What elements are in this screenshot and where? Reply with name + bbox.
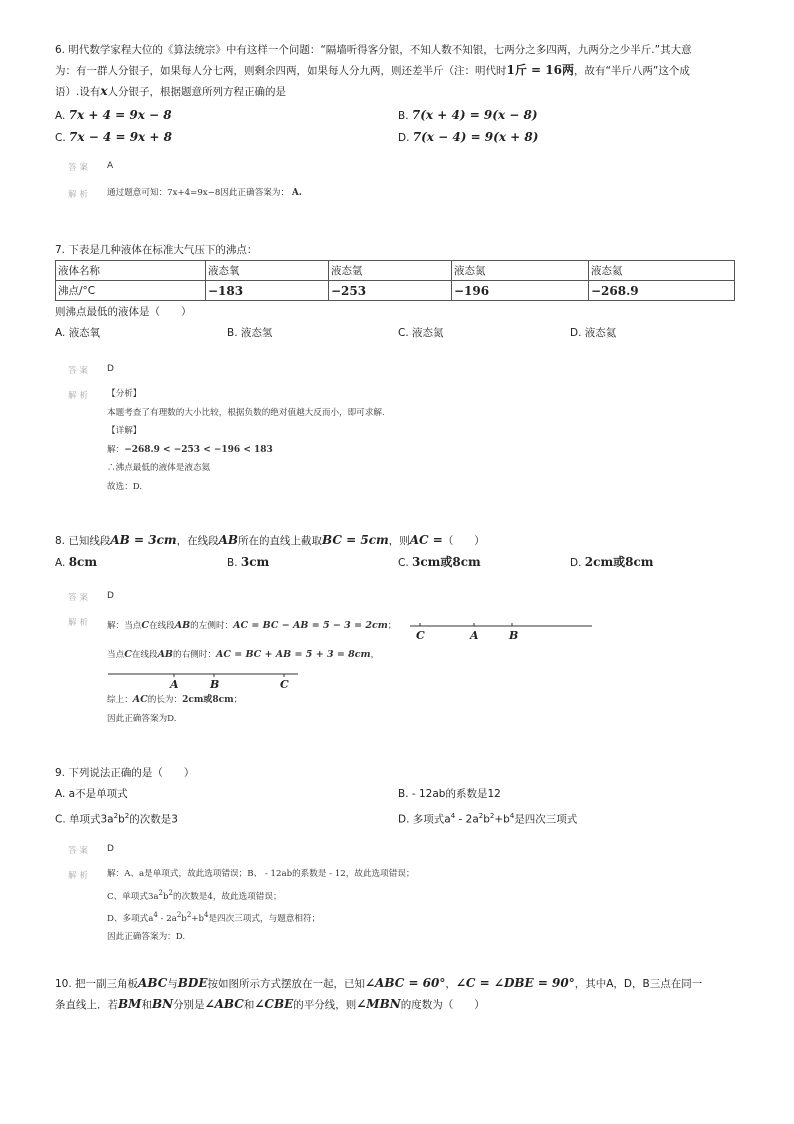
point-c-label: C <box>280 678 289 690</box>
q9-option-c[interactable]: C. 单项式$3a^2b^2$的次数是3 <box>55 812 178 826</box>
q7-analysis: 【分析】 本题考查了有理数的大小比较，根据负数的绝对值越大反而小，即可求解. 【详解】 解：−268.9 < −253 < −196 < 183 ∴沸点最低的液体是液态氦 故选：D. <box>107 389 385 492</box>
q9-option-a[interactable]: A. a不是单项式 <box>55 788 128 800</box>
q6-option-a[interactable]: A. 7x + 4 = 9x − 8 <box>55 108 172 122</box>
q8-analysis-label: 解析 <box>68 618 92 628</box>
q9-options-row1 <box>55 783 745 805</box>
q7-option-b[interactable]: B. 液态氢 <box>227 327 273 339</box>
table-cell: 液态氮 <box>452 261 589 281</box>
q6-analysis: 通过题意可知：7x+4=9x−8因此正确答案为： A. <box>107 188 302 198</box>
question-8 <box>55 530 745 573</box>
q8-option-a[interactable]: A. 8cm <box>55 555 98 569</box>
q7-analysis-label: 解析 <box>68 391 92 401</box>
q6-option-c[interactable]: C. 7x − 4 = 9x + 8 <box>55 130 172 144</box>
q7-stem: 7. 下表是几种液体在标准大气压下的沸点： <box>55 244 258 256</box>
table-cell: 液态氧 <box>206 261 329 281</box>
table-cell: 液体名称 <box>56 261 206 281</box>
table-cell: −196 <box>452 281 589 301</box>
q8-answer-label: 答案 <box>68 593 92 603</box>
q8-analysis-summary: 综上：AC的长为：2cm或8cm； 因此正确答案为D. <box>107 694 243 724</box>
q9-answer: D <box>107 844 114 854</box>
q8-option-b[interactable]: B. 3cm <box>227 555 270 569</box>
q7-question: 则沸点最低的液体是（ ） <box>55 306 192 318</box>
point-b-label: B <box>210 678 220 690</box>
question-6 <box>55 40 745 148</box>
q8-diagram-right-case <box>106 668 302 693</box>
table-header-row <box>56 261 735 281</box>
q10-stem: 10. 把一副三角板ABC与BDE按如图所示方式摆放在一起，已知∠ABC = 60°，∠C = ∠DBE = 90°，其中A，D，B三点在同一 条直线上．若BM和BN分别是∠ABC和∠CBE的平分线，则∠MBN的度数为（ ） <box>55 976 703 1011</box>
q7-answer-label: 答案 <box>68 366 92 376</box>
q9-analysis: 解：A、a是单项式，故此选项错误；B、 - 12ab的系数是 - 12，故此选项错误； C、单项式$3a^2b^2$的次数是4，故此选项错误； D、多项式$a^4 - 2a^2b^2+b^4$是四次三项式，与题意相符； 因此正确答案为：D. <box>107 869 415 943</box>
table-cell: 沸点/°C <box>56 281 206 301</box>
point-a-label: A <box>170 678 179 690</box>
q9-answer-label: 答案 <box>68 846 92 856</box>
q9-option-b[interactable]: B. - 12ab的系数是12 <box>398 788 501 800</box>
q7-options <box>55 322 745 344</box>
q6-stem: 6. 明代数学家程大位的《算法统宗》中有这样一个问题：“隔墙听得客分银，不知人数不知银，七两分之多四两，九两分之少半斤.”其大意 为：有一群人分银子，如果每人分七两，则剩余四两，如果每人分九两，则还差半斤（注：明代时1斤 = 16两，故有“半斤八两”这个成 语）.设有x人分银子，根据题意所列方程正确的是 <box>55 44 692 98</box>
q8-options <box>55 551 745 573</box>
q6-option-d[interactable]: D. 7(x − 4) = 9(x + 8) <box>398 130 539 144</box>
q7-option-a[interactable]: A. 液态氧 <box>55 327 101 339</box>
table-cell: −268.9 <box>589 281 735 301</box>
q8-analysis-line1: 解：当点C在线段AB的左侧时：AC = BC − AB = 5 − 3 = 2cm； <box>107 620 397 631</box>
q9-options-row2 <box>55 805 745 827</box>
q8-analysis-line2: 当点C在线段AB的右侧时：AC = BC + AB = 5 + 3 = 8cm， <box>107 649 380 660</box>
q8-answer: D <box>107 591 114 601</box>
table-row <box>56 281 735 301</box>
q8-diagram-left-case <box>408 618 594 645</box>
q7-option-d[interactable]: D. 液态氦 <box>570 327 617 339</box>
table-cell: 液态氩 <box>329 261 452 281</box>
q9-option-d[interactable]: D. 多项式$a^4 - 2a^2b^2+b^4$是四次三项式 <box>398 812 578 826</box>
q7-option-c[interactable]: C. 液态氮 <box>398 327 444 339</box>
q6-answer: A <box>107 161 114 171</box>
question-10 <box>55 973 745 1015</box>
q8-option-c[interactable]: C. 3cm或8cm <box>398 555 481 569</box>
boiling-point-table <box>55 260 735 301</box>
table-cell: 液态氦 <box>589 261 735 281</box>
q8-stem: 8. 已知线段AB = 3cm，在线段AB所在的直线上截取BC = 5cm，则AC =（ ） <box>55 533 485 547</box>
question-7 <box>55 240 745 344</box>
q6-answer-label: 答案 <box>68 163 92 173</box>
point-c-label: C <box>416 629 425 642</box>
q6-option-b[interactable]: B. 7(x + 4) = 9(x − 8) <box>398 108 538 122</box>
point-a-label: A <box>470 629 479 642</box>
q6-analysis-label: 解析 <box>68 190 92 200</box>
table-cell: −253 <box>329 281 452 301</box>
table-cell: −183 <box>206 281 329 301</box>
q6-options-row1 <box>55 104 745 126</box>
q7-answer: D <box>107 364 114 374</box>
q9-stem: 9. 下列说法正确的是（ ） <box>55 767 195 779</box>
q8-option-d[interactable]: D. 2cm或8cm <box>570 555 654 569</box>
question-9 <box>55 763 745 827</box>
q6-options-row2 <box>55 126 745 148</box>
q9-analysis-label: 解析 <box>68 871 92 881</box>
point-b-label: B <box>509 629 519 642</box>
